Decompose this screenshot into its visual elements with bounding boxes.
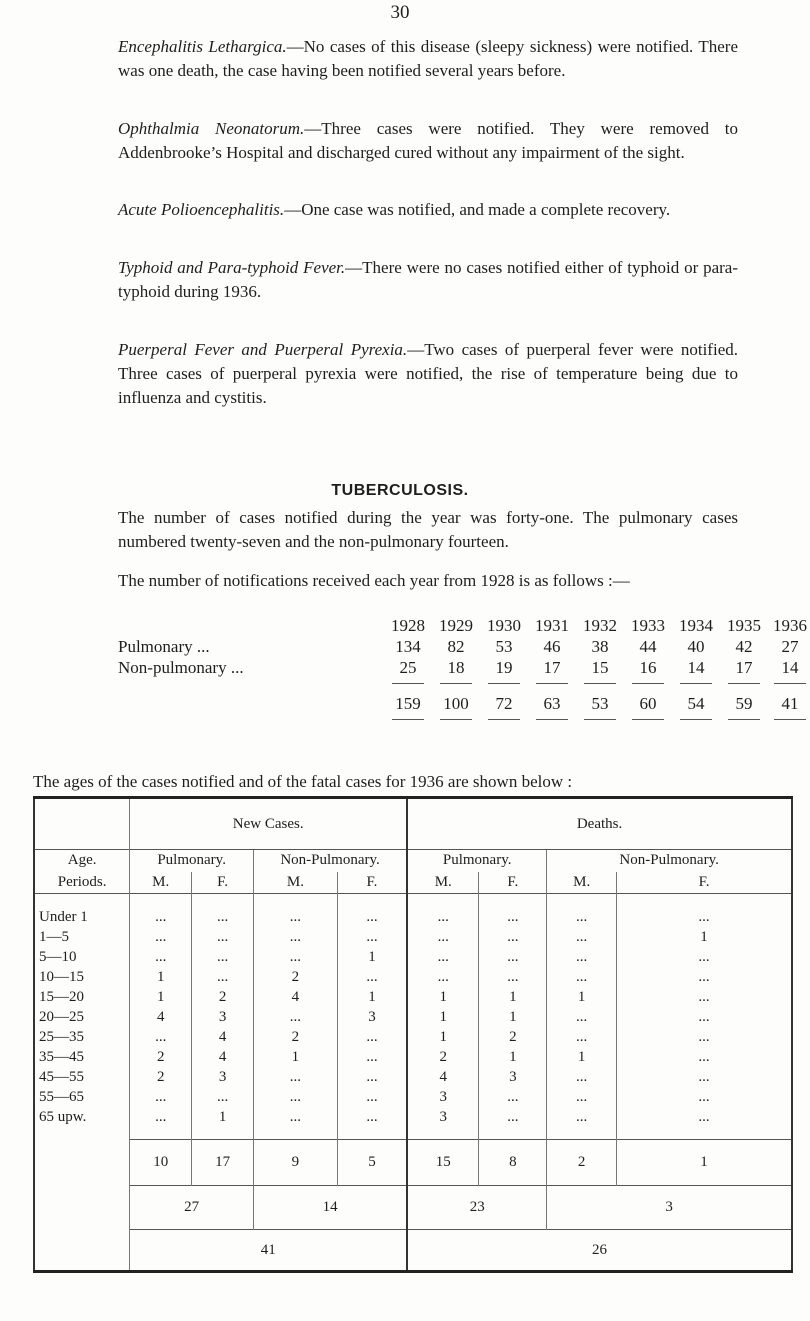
- spacer: [34, 1128, 130, 1140]
- age-label: 65 upw.: [34, 1108, 130, 1128]
- cell: ...: [547, 1088, 617, 1108]
- cell: ...: [337, 1048, 407, 1068]
- cell: 1: [130, 968, 192, 988]
- blank-cell: [34, 1140, 130, 1186]
- spacer: [479, 894, 547, 908]
- cell: ...: [337, 1028, 407, 1048]
- non-pulmonary-header: Non-Pulmonary.: [254, 850, 408, 872]
- row-label: Pulmonary ...: [118, 637, 210, 656]
- age-label: 10—15: [34, 968, 130, 988]
- paragraph-lead: Typhoid and Para-typhoid Fever.: [118, 258, 346, 277]
- total-cell: 2: [547, 1140, 617, 1186]
- spacer: [337, 1128, 407, 1140]
- cell: ...: [547, 1008, 617, 1028]
- rule: [392, 719, 424, 720]
- cell: ...: [479, 928, 547, 948]
- spacer: [617, 1128, 792, 1140]
- value-cell: 44: [639, 637, 657, 656]
- table-row: [34, 928, 792, 948]
- cell: ...: [479, 968, 547, 988]
- f-header: F.: [337, 872, 407, 894]
- cell: 1: [479, 1048, 547, 1068]
- rule: [728, 683, 760, 684]
- value-cell: 17: [543, 658, 561, 677]
- cell: 1: [547, 988, 617, 1008]
- type-totals-row: [34, 1186, 792, 1230]
- cell: ...: [192, 928, 254, 948]
- value-cell: 27: [781, 637, 799, 656]
- cell: ...: [407, 968, 479, 988]
- cell: 2: [130, 1048, 192, 1068]
- paragraph-text: —There were no cases notified either of typhoid or para-typhoid during 1936.: [118, 258, 738, 301]
- cell: 2: [130, 1068, 192, 1088]
- cell: ...: [254, 1068, 338, 1088]
- pulmonary-row: [118, 637, 799, 658]
- cell: ...: [617, 948, 792, 968]
- rule-row: [118, 679, 738, 689]
- cell: ...: [479, 1108, 547, 1128]
- cell: ...: [617, 1008, 792, 1028]
- cell: ...: [407, 948, 479, 968]
- cell: ...: [547, 1108, 617, 1128]
- blank-cell: [34, 1186, 130, 1230]
- rule: [728, 719, 760, 720]
- total-cell: 8: [479, 1140, 547, 1186]
- spacer: [617, 894, 792, 908]
- total-cell: 14: [254, 1186, 408, 1230]
- deaths-header: Deaths.: [407, 798, 792, 850]
- age-label: Under 1: [34, 908, 130, 928]
- cell: ...: [617, 1028, 792, 1048]
- value-cell: 14: [687, 658, 705, 677]
- total-cell: 100: [443, 694, 469, 713]
- cell: ...: [130, 908, 192, 928]
- cell: ...: [617, 908, 792, 928]
- spacer: [407, 1128, 479, 1140]
- cell: ...: [192, 1088, 254, 1108]
- table-row: [34, 1068, 792, 1088]
- table-row: [34, 968, 792, 988]
- rule: [440, 719, 472, 720]
- total-cell: 9: [254, 1140, 338, 1186]
- cell: ...: [192, 968, 254, 988]
- total-cell: 23: [407, 1186, 547, 1230]
- group-totals-row: [34, 1230, 792, 1272]
- value-cell: 42: [735, 637, 753, 656]
- cell: ...: [337, 968, 407, 988]
- cell: ...: [130, 928, 192, 948]
- cell: ...: [617, 988, 792, 1008]
- spacer: [34, 894, 130, 908]
- paragraph-lead: Acute Polioencephalitis.: [118, 200, 285, 219]
- page-number: 30: [390, 2, 410, 23]
- ages-table: [33, 796, 793, 1273]
- age-label: 1—5: [34, 928, 130, 948]
- cell: ...: [547, 1028, 617, 1048]
- yearly-notifications-table: [118, 616, 807, 725]
- age-label: 15—20: [34, 988, 130, 1008]
- paragraph-typhoid: [118, 256, 738, 304]
- total-cell: 26: [407, 1230, 792, 1272]
- new-cases-header: New Cases.: [130, 798, 407, 850]
- cell: 3: [407, 1088, 479, 1108]
- total-cell: 72: [495, 694, 513, 713]
- cell: 1: [407, 1008, 479, 1028]
- value-cell: 18: [447, 658, 465, 677]
- paragraph-text: —One case was notified, and made a complete recovery.: [284, 200, 671, 219]
- cell: 4: [192, 1048, 254, 1068]
- table-row: [34, 1048, 792, 1068]
- cell: ...: [479, 1088, 547, 1108]
- paragraph-ophthalmia: [118, 117, 738, 165]
- cell: ...: [617, 1108, 792, 1128]
- table-row: [34, 948, 792, 968]
- table-row: [34, 1108, 792, 1128]
- row-label: Non-pulmonary ...: [118, 658, 244, 677]
- total-cell: 15: [407, 1140, 479, 1186]
- rule: [488, 719, 520, 720]
- cell: 1: [547, 1048, 617, 1068]
- value-cell: 14: [781, 658, 799, 677]
- cell: ...: [617, 968, 792, 988]
- spacer: [547, 1128, 617, 1140]
- value-cell: 15: [591, 658, 609, 677]
- cell: ...: [547, 1068, 617, 1088]
- paragraph-lead: Encephalitis Lethargica.: [118, 37, 287, 56]
- rule: [440, 683, 472, 684]
- rule: [632, 683, 664, 684]
- rule: [774, 683, 806, 684]
- year-cell: 1929: [439, 616, 473, 635]
- spacer: [254, 1128, 338, 1140]
- cell: ...: [547, 928, 617, 948]
- spacer: [130, 894, 192, 908]
- cell: 1: [192, 1108, 254, 1128]
- total-cell: 41: [130, 1230, 407, 1272]
- table-row: [34, 988, 792, 1008]
- age-label: 25—35: [34, 1028, 130, 1048]
- paragraph-lead: Ophthalmia Neonatorum.: [118, 119, 305, 138]
- cell: ...: [254, 1088, 338, 1108]
- year-cell: 1930: [487, 616, 521, 635]
- cell: ...: [407, 908, 479, 928]
- total-cell: 3: [547, 1186, 792, 1230]
- pulmonary-header: Pulmonary.: [130, 850, 254, 872]
- value-cell: 82: [447, 637, 465, 656]
- m-header: M.: [407, 872, 479, 894]
- table-row: [34, 1028, 792, 1048]
- table-row: [34, 1088, 792, 1108]
- rule: [680, 719, 712, 720]
- value-cell: 46: [543, 637, 561, 656]
- cell: ...: [192, 948, 254, 968]
- cell: 2: [254, 968, 338, 988]
- total-cell: 53: [591, 694, 609, 713]
- sex-totals-row: [34, 1140, 792, 1186]
- paragraph-encephalitis: [118, 35, 738, 83]
- total-cell: 60: [639, 694, 657, 713]
- cell: 4: [130, 1008, 192, 1028]
- cell: 1: [479, 988, 547, 1008]
- cell: 2: [254, 1028, 338, 1048]
- value-cell: 53: [495, 637, 513, 656]
- value-cell: 38: [591, 637, 609, 656]
- m-header: M.: [130, 872, 192, 894]
- notifications-intro: The number of notifications received each year from 1928 is as follows :—: [118, 571, 630, 590]
- paragraph-text: —Two cases of puerperal fever were notified. Three cases of puerperal pyrexia were notified, the rise of temperature being due to influenza and cystitis.: [118, 340, 738, 407]
- paragraph-lead: Puerperal Fever and Puerperal Pyrexia.: [118, 340, 408, 359]
- cell: ...: [337, 908, 407, 928]
- paragraph-puerperal: [118, 338, 738, 410]
- total-cell: 54: [687, 694, 705, 713]
- age-header: Age.: [34, 850, 130, 872]
- cell: ...: [130, 1088, 192, 1108]
- cell: ...: [547, 908, 617, 928]
- year-cell: 1935: [727, 616, 761, 635]
- total-cell: 159: [395, 694, 421, 713]
- rule: [536, 719, 568, 720]
- age-label: 20—25: [34, 1008, 130, 1028]
- spacer: [192, 1128, 254, 1140]
- totals-row: [118, 694, 799, 715]
- paragraph-polioencephalitis: [118, 198, 738, 222]
- cell: 1: [479, 1008, 547, 1028]
- total-cell: 41: [781, 694, 799, 713]
- total-cell: 27: [130, 1186, 254, 1230]
- value-cell: 19: [495, 658, 513, 677]
- rule: [632, 719, 664, 720]
- rule: [774, 719, 806, 720]
- rule: [584, 719, 616, 720]
- cell: 1: [130, 988, 192, 1008]
- cell: ...: [479, 908, 547, 928]
- rule: [680, 683, 712, 684]
- spacer: [479, 1128, 547, 1140]
- tuberculosis-paragraph: The number of cases notified during the year was forty-one. The pulmonary cases numbered twenty-seven and the non-pulmonary fourteen.: [118, 508, 738, 551]
- cell: 2: [479, 1028, 547, 1048]
- spacer: [254, 894, 338, 908]
- f-header: F.: [192, 872, 254, 894]
- cell: 3: [479, 1068, 547, 1088]
- cell: 4: [192, 1028, 254, 1048]
- year-header-row: [118, 616, 807, 637]
- cell: 1: [407, 1028, 479, 1048]
- cell: 1: [337, 988, 407, 1008]
- ages-caption: The ages of the cases notified and of the fatal cases for 1936 are shown below :: [33, 772, 573, 791]
- pulmonary-header: Pulmonary.: [407, 850, 547, 872]
- rule: [584, 683, 616, 684]
- cell: 3: [337, 1008, 407, 1028]
- age-label: 45—55: [34, 1068, 130, 1088]
- rule: [392, 683, 424, 684]
- paragraph-text: —No cases of this disease (sleepy sickness) were notified. There was one death, the case having been notified several years before.: [118, 37, 738, 80]
- cell: ...: [130, 1028, 192, 1048]
- value-cell: 17: [735, 658, 753, 677]
- total-cell: 59: [735, 694, 753, 713]
- cell: ...: [337, 1068, 407, 1088]
- m-header: M.: [547, 872, 617, 894]
- table-row: [34, 908, 792, 928]
- cell: ...: [407, 928, 479, 948]
- cell: ...: [617, 1088, 792, 1108]
- cell: ...: [337, 1088, 407, 1108]
- value-cell: 134: [395, 637, 421, 656]
- f-header: F.: [617, 872, 792, 894]
- spacer: [547, 894, 617, 908]
- year-cell: 1931: [535, 616, 569, 635]
- cell: 3: [192, 1068, 254, 1088]
- m-header: M.: [254, 872, 338, 894]
- rule: [536, 683, 568, 684]
- year-cell: 1936: [773, 616, 807, 635]
- total-cell: 17: [192, 1140, 254, 1186]
- spacer: [192, 894, 254, 908]
- rule: [488, 683, 520, 684]
- cell: 1: [617, 928, 792, 948]
- corner-cell: [34, 798, 130, 850]
- cell: ...: [254, 928, 338, 948]
- cell: ...: [254, 1008, 338, 1028]
- periods-header: Periods.: [34, 872, 130, 894]
- blank-cell: [34, 1230, 130, 1272]
- paragraph-text: —Three cases were notified. They were removed to Addenbrooke’s Hospital and discharged cured without any impairment of the sight.: [118, 119, 738, 162]
- cell: 1: [407, 988, 479, 1008]
- value-cell: 40: [687, 637, 705, 656]
- cell: 3: [407, 1108, 479, 1128]
- total-cell: 5: [337, 1140, 407, 1186]
- year-cell: 1932: [583, 616, 617, 635]
- cell: ...: [547, 948, 617, 968]
- cell: ...: [254, 908, 338, 928]
- cell: 1: [337, 948, 407, 968]
- tuberculosis-heading: TUBERCULOSIS.: [331, 482, 469, 499]
- non-pulmonary-header: Non-Pulmonary.: [547, 850, 792, 872]
- year-cell: 1933: [631, 616, 665, 635]
- cell: ...: [130, 948, 192, 968]
- year-cell: 1934: [679, 616, 713, 635]
- cell: ...: [254, 1108, 338, 1128]
- value-cell: 25: [399, 658, 417, 677]
- cell: 4: [254, 988, 338, 1008]
- age-label: 35—45: [34, 1048, 130, 1068]
- cell: ...: [479, 948, 547, 968]
- rule-row: [118, 715, 738, 725]
- total-cell: 63: [543, 694, 561, 713]
- total-cell: 1: [617, 1140, 792, 1186]
- cell: ...: [337, 928, 407, 948]
- cell: 2: [192, 988, 254, 1008]
- year-cell: 1928: [391, 616, 425, 635]
- cell: ...: [617, 1048, 792, 1068]
- value-cell: 16: [639, 658, 657, 677]
- non-pulmonary-row: [118, 658, 799, 679]
- cell: 1: [254, 1048, 338, 1068]
- cell: 3: [192, 1008, 254, 1028]
- cell: ...: [192, 908, 254, 928]
- cell: ...: [617, 1068, 792, 1088]
- total-cell: 10: [130, 1140, 192, 1186]
- spacer: [130, 1128, 192, 1140]
- cell: ...: [254, 948, 338, 968]
- f-header: F.: [479, 872, 547, 894]
- cell: ...: [547, 968, 617, 988]
- spacer: [337, 894, 407, 908]
- cell: ...: [130, 1108, 192, 1128]
- cell: 4: [407, 1068, 479, 1088]
- age-label: 5—10: [34, 948, 130, 968]
- cell: ...: [337, 1108, 407, 1128]
- cell: 2: [407, 1048, 479, 1068]
- age-label: 55—65: [34, 1088, 130, 1108]
- table-row: [34, 1008, 792, 1028]
- spacer: [407, 894, 479, 908]
